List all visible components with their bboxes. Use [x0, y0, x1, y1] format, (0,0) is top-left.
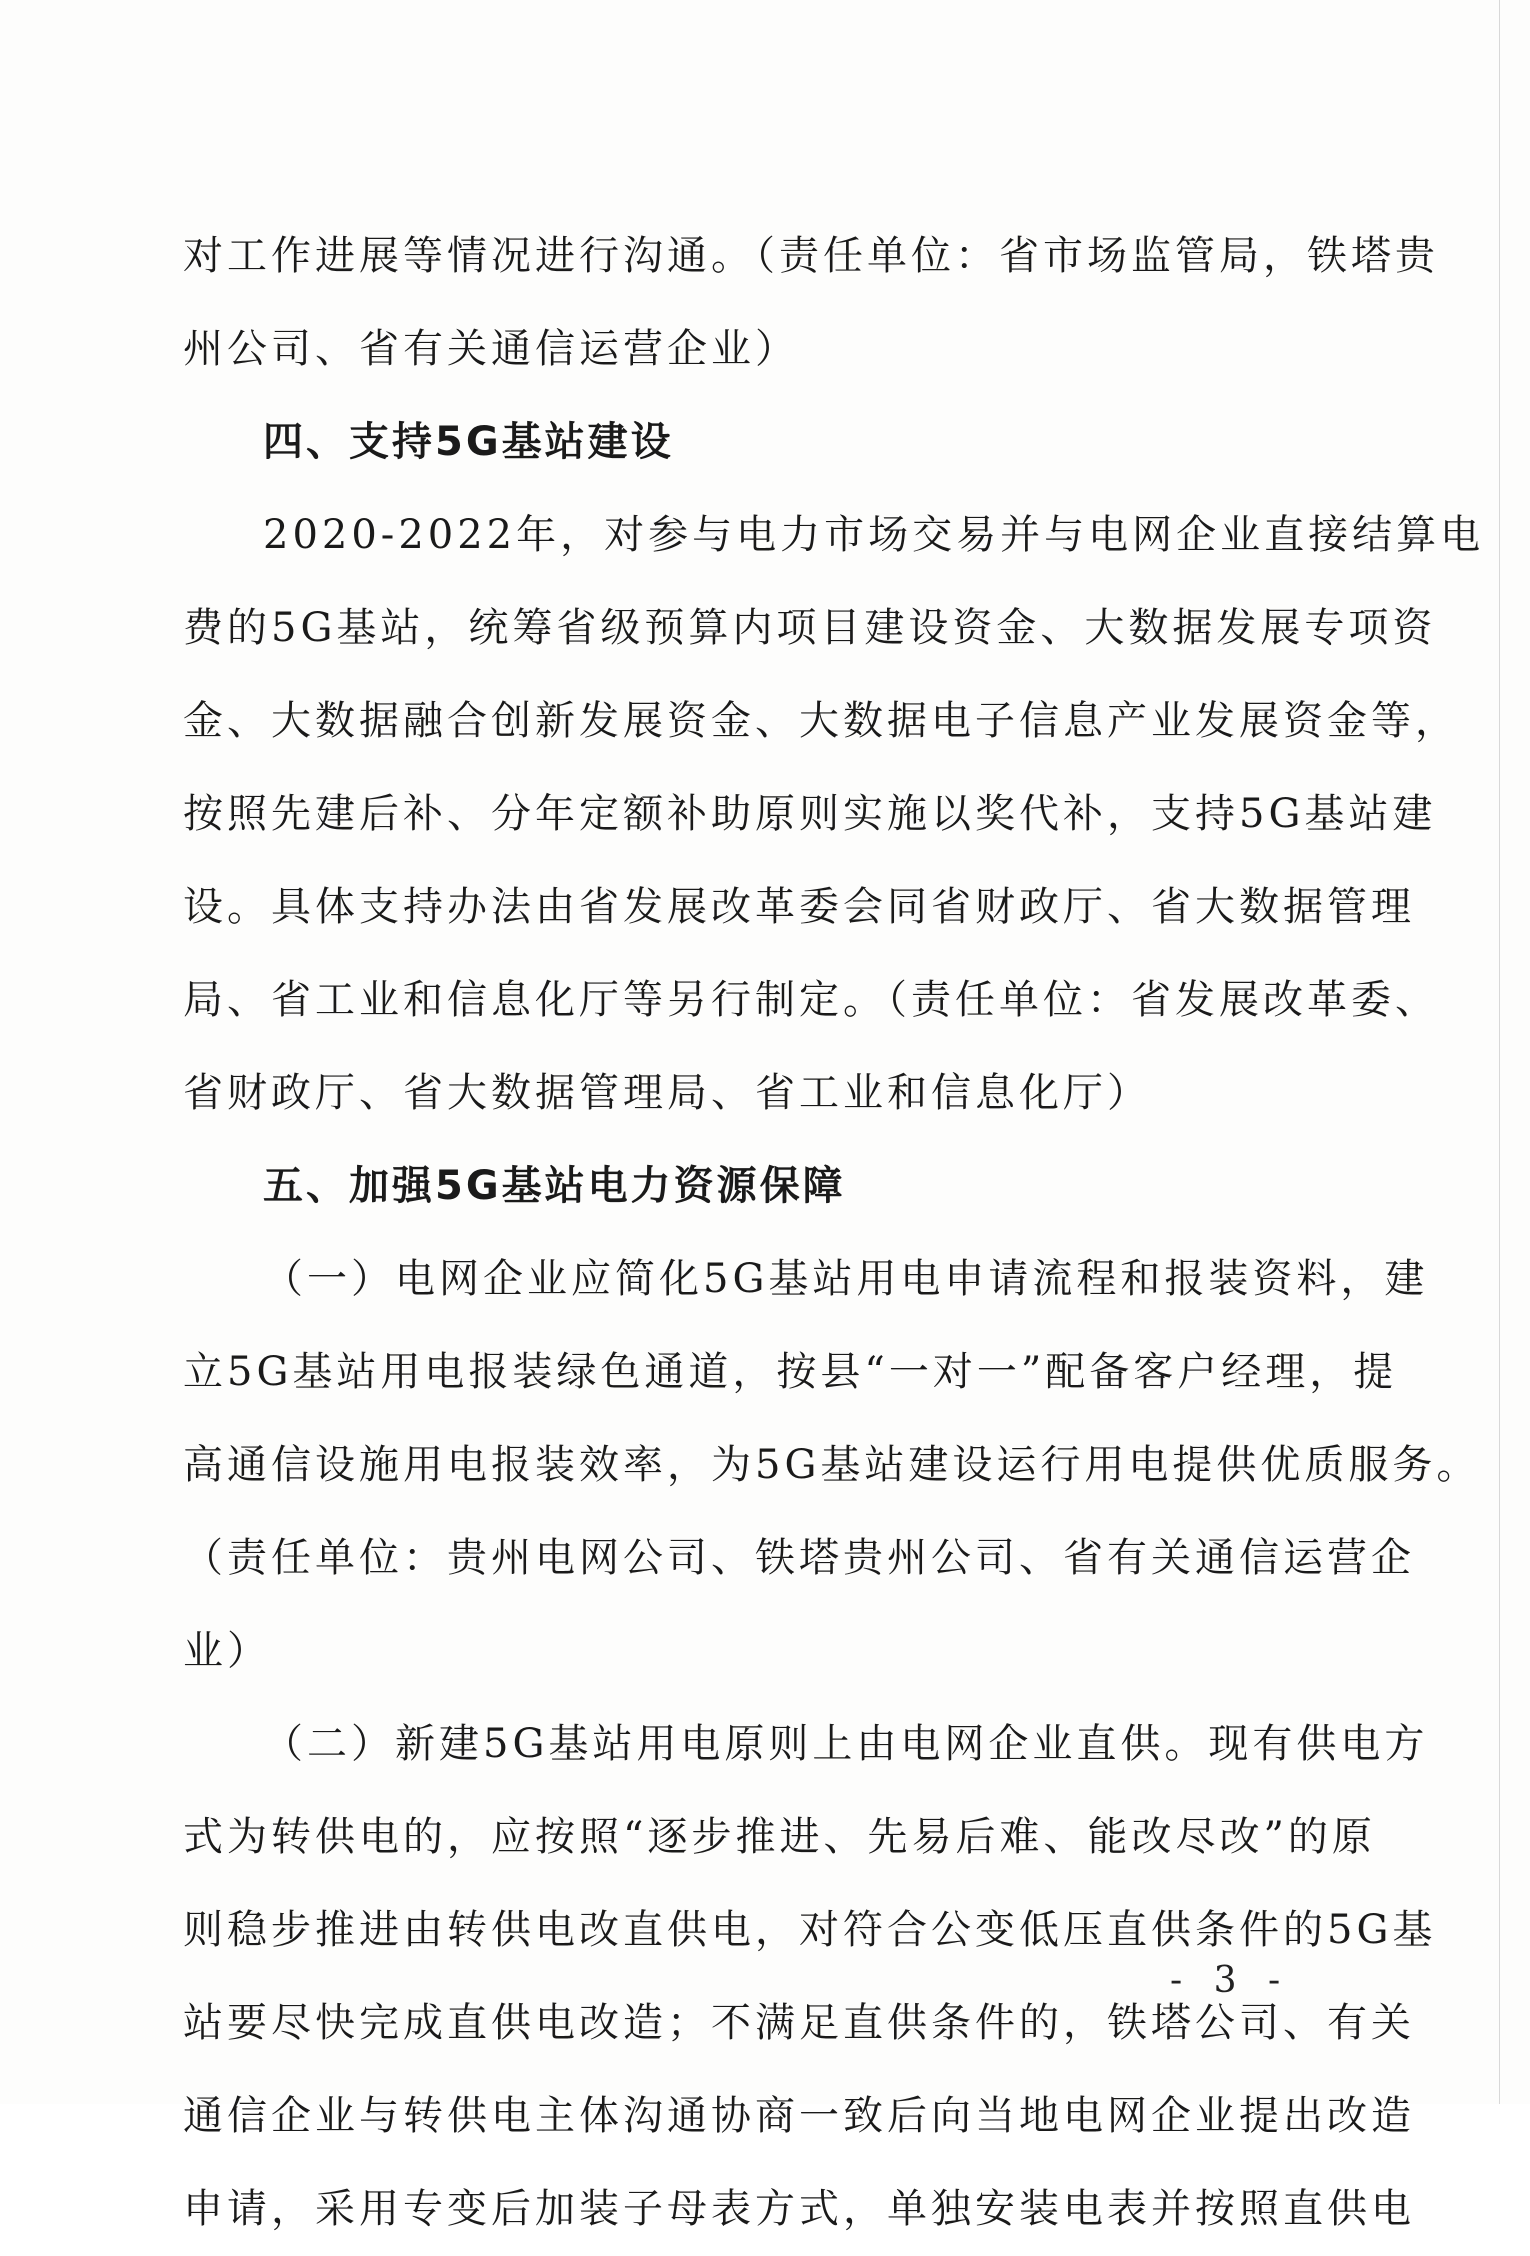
page-number: - 3 -: [1170, 1960, 1291, 2001]
body-line: 通信企业与转供电主体沟通协商一致后向当地电网企业提出改造: [183, 2093, 1415, 2139]
document-body: [183, 210, 1485, 2256]
body-line: 2020-2022年，对参与电力市场交易并与电网企业直接结算电: [263, 512, 1485, 558]
body-line: 金、大数据融合创新发展资金、大数据电子信息产业发展资金等，: [183, 698, 1459, 744]
body-line: 局、省工业和信息化厅等另行制定。（责任单位：省发展改革委、: [183, 977, 1439, 1023]
body-line: （二）新建5G基站用电原则上由电网企业直供。现有供电方: [263, 1721, 1429, 1767]
body-line: 设。具体支持办法由省发展改革委会同省财政厅、省大数据管理: [183, 884, 1415, 930]
section-heading: 五、加强5G基站电力资源保障: [263, 1163, 846, 1209]
body-line: 业）: [183, 1628, 271, 1674]
scan-edge-line: [1499, 0, 1500, 2104]
body-line: 立5G基站用电报装绿色通道，按县“一对一”配备客户经理，提: [183, 1349, 1398, 1395]
body-line: 费的5G基站，统筹省级预算内项目建设资金、大数据发展专项资: [183, 605, 1437, 651]
body-line: 按照先建后补、分年定额补助原则实施以奖代补，支持5G基站建: [183, 791, 1437, 837]
body-line: 站要尽快完成直供电改造；不满足直供条件的，铁塔公司、有关: [183, 2000, 1415, 2046]
body-line: 州公司、省有关通信运营企业）: [183, 326, 799, 372]
body-line: 高通信设施用电报装效率，为5G基站建设运行用电提供优质服务。: [183, 1442, 1481, 1488]
body-line: 则稳步推进由转供电改直供电，对符合公变低压直供条件的5G基: [183, 1907, 1437, 1953]
body-line: （责任单位：贵州电网公司、铁塔贵州公司、省有关通信运营企: [183, 1535, 1415, 1581]
body-line: （一）电网企业应简化5G基站用电申请流程和报装资料，建: [263, 1256, 1429, 1302]
body-line: 对工作进展等情况进行沟通。（责任单位：省市场监管局，铁塔贵: [183, 233, 1439, 279]
body-line: 申请，采用专变后加装子母表方式，单独安装电表并按照直供电: [183, 2186, 1415, 2232]
body-line: 省财政厅、省大数据管理局、省工业和信息化厅）: [183, 1070, 1151, 1116]
section-heading: 四、支持5G基站建设: [263, 419, 674, 465]
body-line: 式为转供电的，应按照“逐步推进、先易后难、能改尽改”的原: [183, 1814, 1376, 1860]
